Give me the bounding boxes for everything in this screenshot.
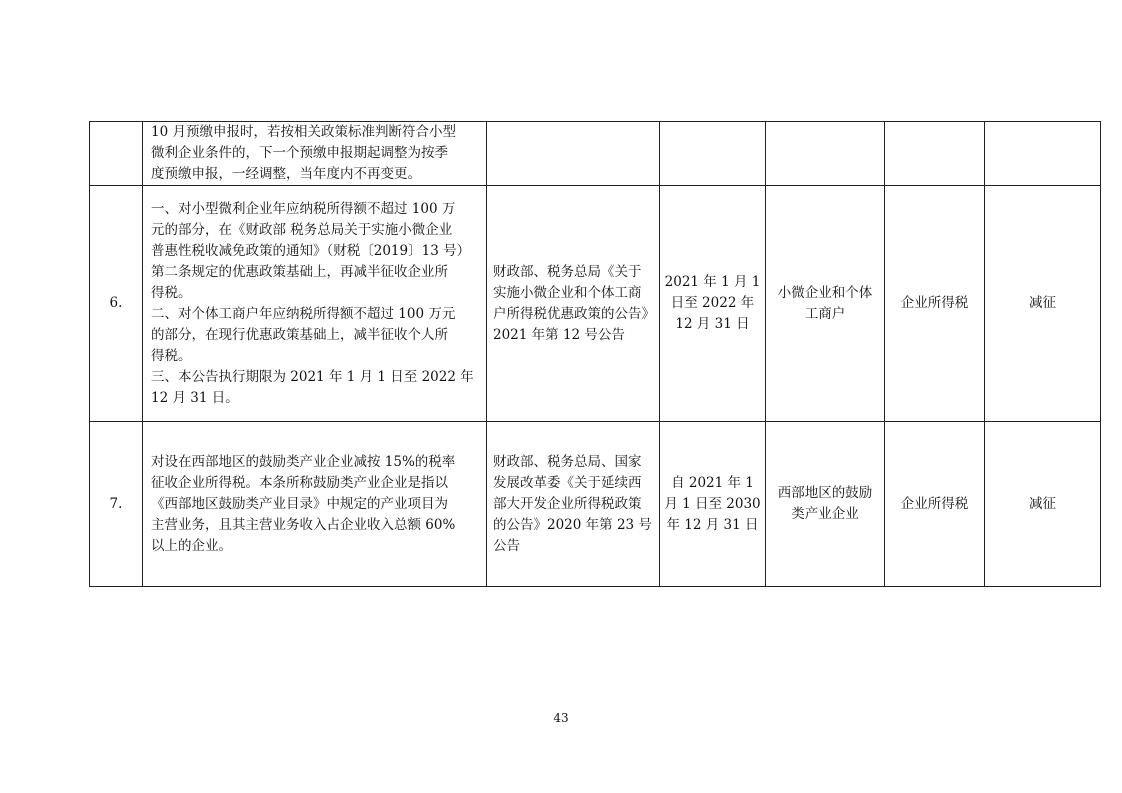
- relief-method: 减征: [985, 422, 1101, 587]
- tax-type: 企业所得税: [885, 422, 985, 587]
- policy-source: [487, 122, 660, 186]
- content-line: 《西部地区鼓励类产业目录》中规定的产业项目为: [151, 495, 448, 512]
- row-number: [90, 122, 143, 186]
- content-line: 得税。: [151, 347, 192, 364]
- page-number: 43: [553, 711, 569, 725]
- policy-content: [143, 186, 487, 422]
- policy-period: 2021 年 1 月 1 日至 2022 年 12 月 31 日: [660, 186, 766, 422]
- content-line: 第二条规定的优惠政策基础上，再减半征收企业所: [151, 263, 448, 280]
- table-row: [90, 122, 1101, 186]
- content-line: 三、本公告执行期限为 2021 年 1 月 1 日至 2022 年: [151, 368, 474, 385]
- table-row: [90, 422, 1101, 587]
- content-line: 10 月预缴申报时，若按相关政策标准判断符合小型: [151, 124, 456, 140]
- policy-source: 财政部、税务总局、国家发展改革委《关于延续西部大开发企业所得税政策的公告》2020 年第 23 号公告: [487, 422, 660, 587]
- policy-object: [766, 122, 885, 186]
- policy-object: 西部地区的鼓励类产业企业: [766, 422, 885, 587]
- tax-type: [885, 122, 985, 186]
- content-line: 普惠性税收减免政策的通知》（财税〔2019〕13 号）: [151, 242, 471, 259]
- content-line: 的部分，在现行优惠政策基础上，减半征收个人所: [151, 326, 448, 343]
- policy-source: 财政部、税务总局《关于实施小微企业和个体工商户所得税优惠政策的公告》2021 年第 12 号公告: [487, 186, 660, 422]
- row-number: 7.: [90, 422, 143, 587]
- policy-object: 小微企业和个体工商户: [766, 186, 885, 422]
- content-line: 二、对个体工商户年应纳税所得额不超过 100 万元: [151, 305, 456, 322]
- content-line: 以上的企业。: [151, 537, 232, 554]
- policy-period: [660, 122, 766, 186]
- policy-content: [143, 422, 487, 587]
- row-number: 6.: [90, 186, 143, 422]
- content-line: 度预缴申报，一经调整，当年度内不再变更。: [151, 166, 421, 182]
- content-line: 对设在西部地区的鼓励类产业企业减按 15%的税率: [151, 453, 456, 470]
- relief-method: [985, 122, 1101, 186]
- policy-content: [143, 122, 487, 186]
- relief-method: 减征: [985, 186, 1101, 422]
- content-line: 微利企业条件的，下一个预缴申报期起调整为按季: [151, 145, 448, 161]
- content-line: 得税。: [151, 284, 192, 301]
- content-line: 12 月 31 日。: [151, 389, 239, 406]
- policy-table: [89, 121, 1101, 587]
- tax-type: 企业所得税: [885, 186, 985, 422]
- policy-period: 自 2021 年 1 月 1 日至 2030 年 12 月 31 日: [660, 422, 766, 587]
- content-line: 元的部分，在《财政部 税务总局关于实施小微企业: [151, 221, 453, 238]
- content-line: 主营业务，且其主营业务收入占企业收入总额 60%: [151, 516, 456, 533]
- content-line: 一、对小型微利企业年应纳税所得额不超过 100 万: [151, 200, 456, 217]
- content-line: 征收企业所得税。本条所称鼓励类产业企业是指以: [151, 474, 448, 491]
- table-row: [90, 186, 1101, 422]
